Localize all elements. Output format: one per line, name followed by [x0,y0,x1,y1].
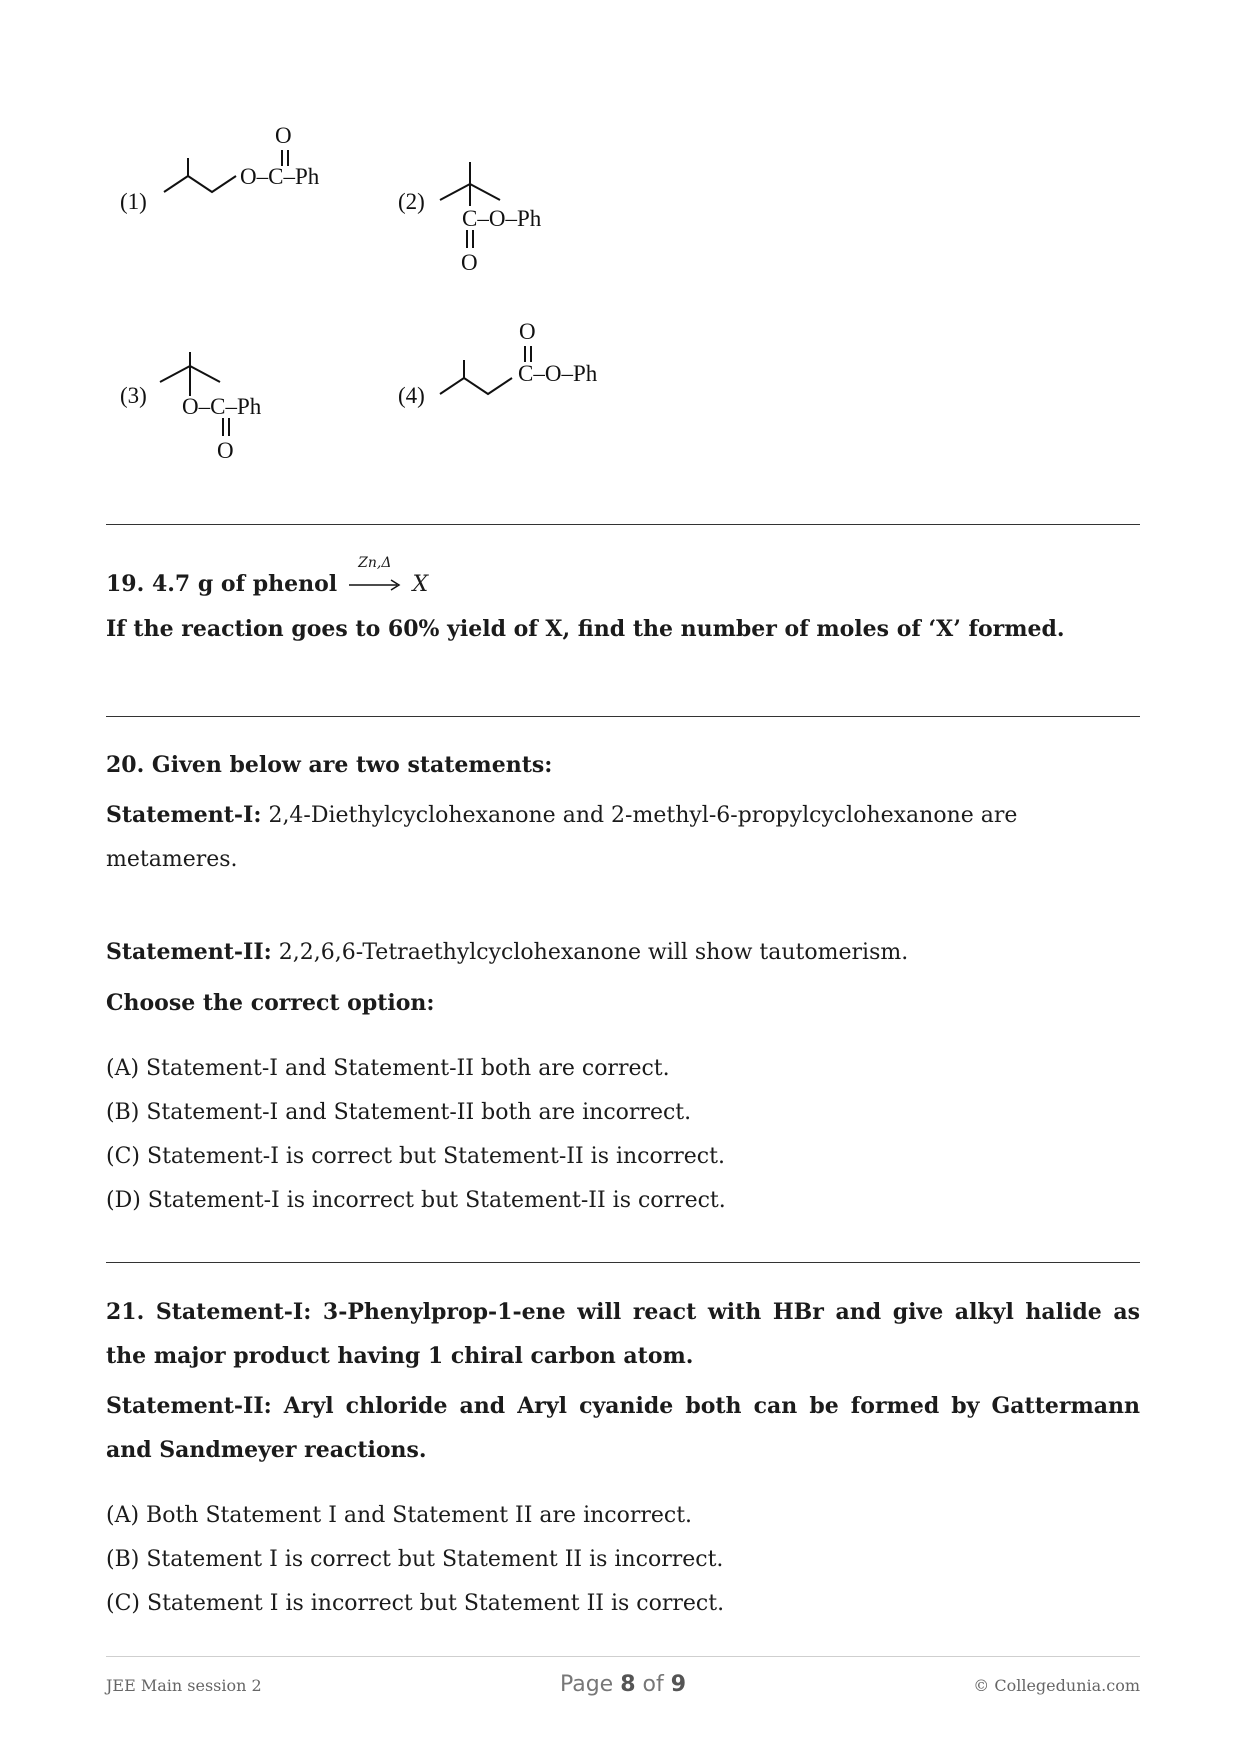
footer-divider [106,1656,1140,1657]
structure-2-chain: C–O–Ph [462,206,542,231]
footer [106,1672,1140,1702]
question-19 [106,555,1140,651]
statement-1-text: 2,4-Diethylcyclohexanone and 2-methyl-6-propylcyclohexanone are metameres. [106,803,1018,872]
structure-option-1 [120,123,320,214]
question-20-option-a: (A) Statement-I and Statement-II both are correct. [106,1056,670,1081]
structure-2-o-bottom: O [461,250,478,275]
question-20-option-b: (B) Statement-I and Statement-II both are incorrect. [106,1100,692,1125]
structure-4-o-top: O [519,319,536,344]
structure-2-label: (2) [398,189,425,214]
question-21-option-b: (B) Statement I is correct but Statement II is incorrect. [106,1547,724,1572]
question-20-options [106,1047,1140,1223]
question-20-option-d: (D) Statement-I is incorrect but Statement-II is correct. [106,1188,726,1213]
structure-1-o-top: O [275,123,292,148]
divider [106,524,1140,525]
divider [106,1262,1140,1263]
page-total: 9 [670,1672,687,1697]
structure-1-label: (1) [120,189,147,214]
question-19-product: X [412,572,429,597]
footer-exam-name: JEE Main session 2 [106,1676,262,1695]
question-20-statement-1 [106,793,1140,882]
structure-option-4 [398,319,598,408]
question-19-line-2: If the reaction goes to 60% yield of X, find the number of moles of ‘X’ formed. [106,616,1065,642]
divider [106,716,1140,717]
reaction-arrow [347,555,403,595]
reaction-arrow-label: Zn,Δ [358,555,392,571]
question-19-prefix: 4.7 g of phenol [151,571,338,597]
statement-2-text: 2,2,6,6-Tetraethylcyclohexanone will show tautomerism. [271,940,909,965]
question-20-statement-2 [106,930,1140,975]
question-21-option-a: (A) Both Statement I and Statement II are incorrect. [106,1503,693,1528]
structure-1-chain: O–C–Ph [240,164,320,189]
structure-option-2 [398,162,542,275]
page-word: Page [559,1672,614,1697]
question-19-line-1 [106,555,1140,607]
question-21-options [106,1494,1140,1626]
question-21-statement-1: 21. Statement-I: 3-Phenylprop-1-ene will react with HBr and give alkyl halide as the major product having 1 chiral carbon atom. [106,1299,1140,1369]
question-21-option-c: (C) Statement I is incorrect but Statement II is correct. [106,1591,725,1616]
structure-3-o-bottom: O [217,438,234,463]
question-20-prompt: Choose the correct option: [106,990,435,1016]
question-19-number: 19. [106,571,145,597]
question-21 [106,1290,1140,1626]
statement-1-label: Statement-I: [106,802,262,828]
question-20-option-c: (C) Statement-I is correct but Statement-II is incorrect. [106,1144,725,1169]
page-of: of [642,1672,664,1697]
structure-4-label: (4) [398,383,425,408]
question-21-statement-2: Statement-II: Aryl chloride and Aryl cyanide both can be formed by Gattermann and Sandmeyer reactions. [106,1393,1140,1463]
structure-3-chain: O–C–Ph [182,394,262,419]
structure-options [0,0,1240,500]
structure-4-chain: C–O–Ph [518,361,598,386]
question-20 [106,743,1140,1223]
footer-copyright: © Collegedunia.com [973,1676,1140,1695]
structure-3-label: (3) [120,383,147,408]
question-20-heading: 20. Given below are two statements: [106,752,553,778]
statement-2-label: Statement-II: [106,939,272,965]
page-number: 8 [620,1672,636,1697]
structure-option-3 [120,352,262,463]
